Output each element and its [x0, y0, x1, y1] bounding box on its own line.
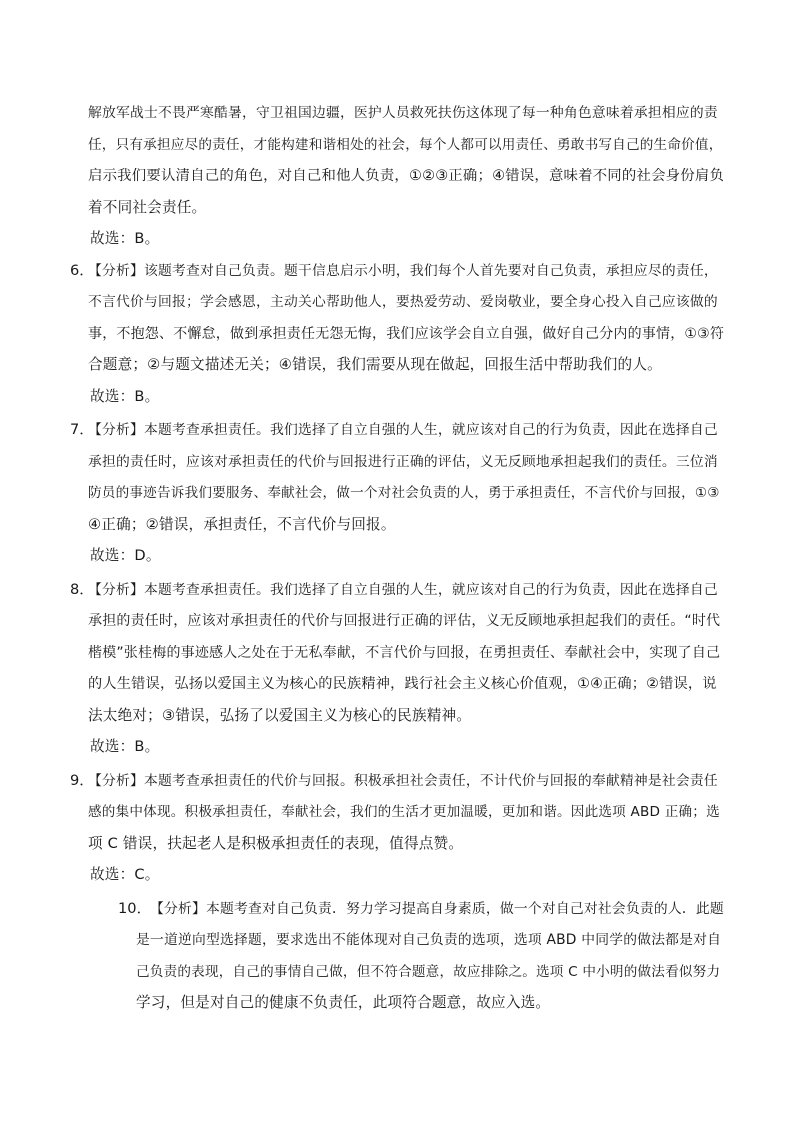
text-line: 是一道逆向型选择题，要求选出不能体现对自己负责的选项，选项 ABD 中同学的做法都是对自 — [136, 932, 722, 948]
text-line: 【分析】本题考查对自己负责．努力学习提高自身素质，做一个对自己对社会负责的人．此题 — [150, 901, 724, 917]
text-line: 感的集中体现。积极承担责任，奉献社会，我们的生活才更加温暖，更加和谐。因此选项 ABD 正确；选 — [88, 804, 720, 820]
text-line: 的人生错误，弘扬以爱国主义为核心的民族精神，践行社会主义核心价值观，①④正确；②错误，说 — [88, 676, 717, 692]
text-line: 【分析】本题考查承担责任。我们选择了自立自强的人生，就应该对自己的行为负责，因此在选择自己 — [88, 582, 718, 598]
answer-line: 故选：D。 — [90, 547, 161, 564]
answer-line: 故选：B。 — [90, 738, 160, 755]
text-line: 学习，但是对自己的健康不负责任，此项符合题意，故应入选。 — [136, 994, 551, 1011]
question-number: 9． — [70, 772, 94, 789]
text-line: 合题意；②与题文描述无关；④错误，我们需要从现在做起，回报生活中帮助我们的人。 — [88, 356, 662, 373]
text-line: 【分析】本题考查承担责任。我们选择了自立自强的人生，就应该对自己的行为负责，因此在选择自己 — [88, 422, 718, 438]
text-line: 启示我们要认清自己的角色，对自己和他人负责，①②③正确；④错误，意味着不同的社会身份肩负 — [88, 168, 725, 184]
text-line: 解放军战士不畏严寒酷暑，守卫祖国边疆，医护人员救死扶伤这体现了每一种角色意味着承担相应的责 — [88, 105, 718, 121]
text-line: 法太绝对；③错误，弘扬了以爱国主义为核心的民族精神。 — [88, 707, 472, 724]
question-number: 10． — [118, 900, 152, 917]
text-line: 事，不抱怨、不懈怠，做到承担责任无怨无悔，我们应该学会自立自强，做好自己分内的事情，①③符 — [88, 326, 725, 342]
answer-line: 故选：B。 — [90, 230, 160, 247]
question-number: 6． — [70, 262, 94, 279]
text-line: 己负责的表现，自己的事情自己做，但不符合题意，故应排除之。选项 C 中小明的做法看似努力 — [136, 964, 721, 980]
text-line: 项 C 错误，扶起老人是积极承担责任的表现，值得点赞。 — [88, 835, 464, 852]
text-line: 着不同社会责任。 — [88, 199, 207, 216]
text-line: 防员的事迹告诉我们要服务、奉献社会，做一个对社会负责的人，勇于承担责任，不言代价与回报，①③ — [88, 485, 720, 501]
answer-line: 故选：B。 — [90, 388, 160, 405]
text-line: 楷模”张桂梅的事迹感人之处在于无私奉献，不言代价与回报，在勇担责任、奉献社会中，实现了自己 — [88, 645, 721, 661]
text-line: 【分析】该题考查对自己负责。题干信息启示小明，我们每个人首先要对自己负责，承担应尽的责任， — [88, 263, 718, 279]
text-line: 【分析】本题考查承担责任的代价与回报。积极承担社会责任，不计代价与回报的奉献精神是社会责任 — [88, 773, 718, 789]
text-line: ④正确；②错误，承担责任，不言代价与回报。 — [88, 516, 396, 533]
answer-line: 故选：C。 — [90, 866, 160, 883]
question-number: 8． — [70, 581, 94, 598]
question-number: 7． — [70, 421, 94, 438]
text-line: 任，只有承担应尽的责任，才能构建和谐相处的社会，每个人都可以用责任、勇敢书写自己的生命价值， — [88, 137, 723, 153]
text-line: 不言代价与回报；学会感恩，主动关心帮助他人，要热爱劳动、爱岗敬业，要全身心投入自己应该做的 — [88, 294, 718, 310]
text-line: 承担的责任时，应该对承担责任的代价与回报进行正确的评估，义无反顾地承担起我们的责任。三位消 — [88, 454, 718, 470]
text-line: 承担的责任时，应该对承担责任的代价与回报进行正确的评估，义无反顾地承担起我们的责任。“时代 — [88, 613, 721, 629]
